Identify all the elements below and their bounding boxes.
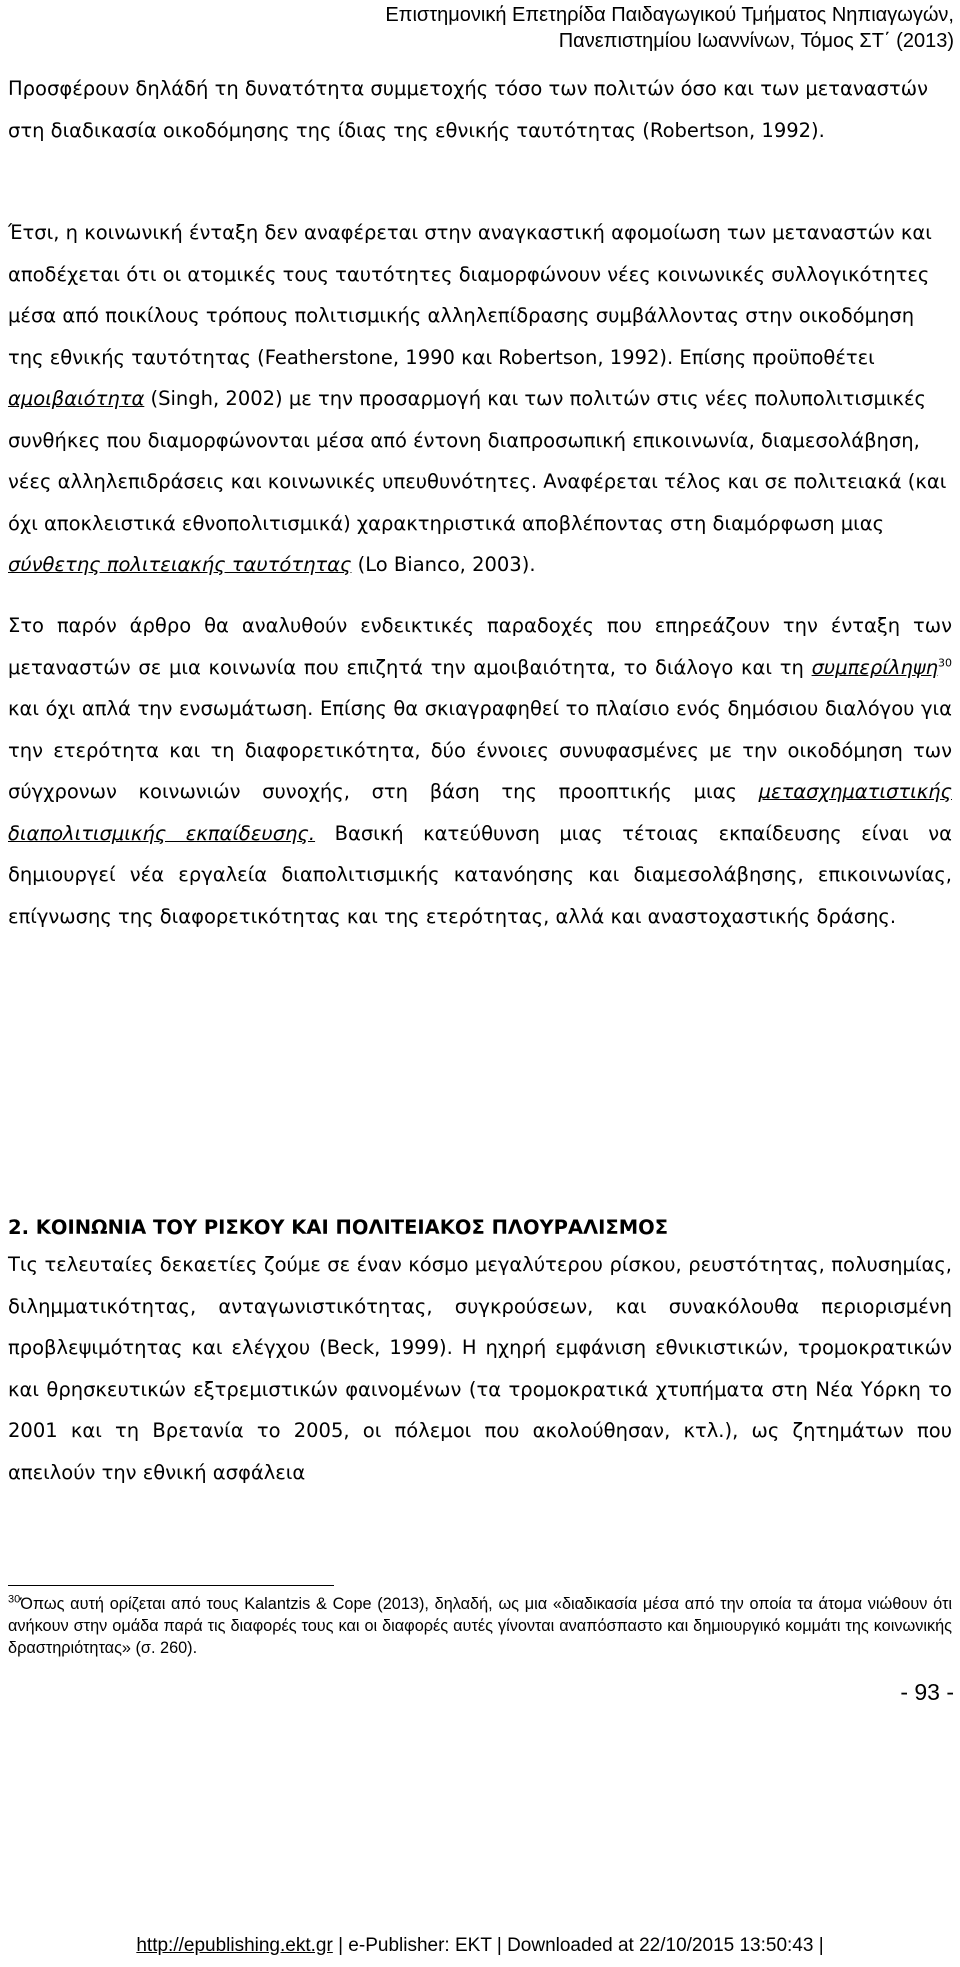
emphasis-transformative-education: μετασχηματιστικής διαπολιτισμικής εκπαίδευσης. bbox=[8, 780, 952, 845]
page-number: - 93 - bbox=[900, 1679, 954, 1705]
paragraph-3-text-a: Στο παρόν άρθρο θα αναλυθούν ενδεικτικές παραδοχές που επηρεάζουν την ένταξη των μεταναστών σε μια κοινωνία που επιζητά την αμοιβαιότητα, το διάλογο και τη bbox=[8, 614, 952, 679]
emphasis-inclusion: συμπερίληψη bbox=[811, 655, 938, 679]
paragraph-2 bbox=[8, 212, 952, 586]
paragraph-3-text-b: και όχι απλά την ενσωμάτωση. Επίσης θα σκιαγραφηθεί το πλαίσιο ενός δημόσιου διαλόγου για την ετερότητα και τη διαφορετικότητα, δύο έννοιες συνυφασμένες με την οικοδόμηση των σύγχρονων κοινωνιών συνοχής, στη βάση της προοπτικής μιας bbox=[8, 697, 952, 803]
epublishing-link[interactable]: http://epublishing.ekt.gr bbox=[136, 1935, 333, 1956]
footer-details: | e-Publisher: EKT | Downloaded at 22/10/2015 13:50:43 | bbox=[332, 1935, 824, 1956]
footnote-marker: 30 bbox=[8, 1593, 21, 1606]
paragraph-4: Τις τελευταίες δεκαετίες ζούμε σε έναν κόσμο μεγαλύτερου ρίσκου, ρευστότητας, πολυσημίας, διλημματικότητας, ανταγωνιστικότητας, συγκρούσεων, και συνακόλουθα περιορισμένη προβλεψιμότητας και ελέγχου (Beck, 1999). Η ηχηρή εμφάνιση εθνικιστικών, τρομοκρατικών και θρησκευτικών εξτρεμιστικών φαινομένων (τα τρομοκρατικά χτυπήματα στη Νέα Υόρκη το 2001 και τη Βρετανία το 2005, οι πόλεμοι που ακολούθησαν, κτλ.), ως ζητημάτων που απειλούν την εθνική ασφάλεια bbox=[8, 1253, 952, 1484]
emphasis-civic-identity: σύνθετης πολιτειακής ταυτότητας bbox=[8, 553, 352, 576]
section-heading: 2. ΚΟΙΝΩΝΙΑ ΤΟΥ ΡΙΣΚΟΥ ΚΑΙ ΠΟΛΙΤΕΙΑΚΟΣ ΠΛΟΥΡΑΛΙΣΜΟΣ bbox=[8, 1216, 669, 1239]
emphasis-reciprocity: αμοιβαιότητα bbox=[8, 387, 145, 410]
download-footer bbox=[0, 1935, 960, 1957]
paragraph-3 bbox=[8, 605, 952, 937]
paragraph-2-text-b: (Singh, 2002) με την προσαρμογή και των πολιτών στις νέες πολυπολιτισμικές συνθήκες που διαμορφώνονται μέσα από έντονη διαπροσωπική επικοινωνία, διαμεσολάβηση, νέες αλληλεπιδράσεις και κοινωνικές υπευθυνότητες. Αναφέρεται τέλος και σε πολιτειακά (και όχι αποκλειστικά εθνοπολιτισμικά) χαρακτηριστικά αποβλέποντας στη διαμόρφωση μιας bbox=[8, 387, 947, 535]
footnote-reference[interactable]: 30 bbox=[938, 656, 952, 669]
paragraph-2-text-a: Έτσι, η κοινωνική ένταξη δεν αναφέρεται στην αναγκαστική αφομοίωση των μεταναστών και αποδέχεται ότι οι ατομικές τους ταυτότητες διαμορφώνουν νέες κοινωνικές συλλογικότητες μέσα από ποικίλους τρόπους πολιτισμικής αλληλεπίδρασης συμβάλλοντας στην οικοδόμηση της εθνικής ταυτότητας (Featherstone, 1990 και Robertson, 1992). Επίσης προϋποθέτει bbox=[8, 221, 932, 369]
footnote-divider bbox=[8, 1585, 334, 1586]
footnote bbox=[8, 1593, 952, 1659]
paragraph-2-text-c: (Lo Bianco, 2003). bbox=[357, 553, 536, 576]
running-header bbox=[385, 2, 954, 54]
footnote-text: Όπως αυτή ορίζεται από τους Kalantzis & Cope (2013), δηλαδή, ως μια «διαδικασία μέσα από την οποία τα άτομα νιώθουν ότι ανήκουν στην ομάδα παρά τις διαφορές τους και οι διαφορές αυτές γίνονται αναπόσπαστο και δημιουργικό κομμάτι της κοινωνικής δραστηριότητας» (σ. 260). bbox=[8, 1595, 952, 1657]
paragraph-3-text-c: Βασική κατεύθυνση μιας τέτοιας εκπαίδευσης είναι να δημιουργεί νέα εργαλεία διαπολιτισμικής κατανόησης και διαμεσολάβησης, επικοινωνίας, επίγνωσης της διαφορετικότητας και της ετερότητας, αλλά και αναστοχαστικής δράσης. bbox=[8, 821, 953, 928]
header-journal-line: Επιστημονική Επετηρίδα Παιδαγωγικού Τμήματος Νηπιαγωγών, bbox=[385, 4, 954, 26]
header-volume-line: Πανεπιστημίου Ιωαννίνων, Τόμος ΣΤ΄ (2013) bbox=[558, 30, 954, 52]
paragraph-1: Προσφέρουν δηλάδή τη δυνατότητα συμμετοχής τόσο των πολιτών όσο και των μεταναστών στη διαδικασία οικοδόμησης της ίδιας της εθνικής ταυτότητας (Robertson, 1992). bbox=[8, 77, 928, 142]
